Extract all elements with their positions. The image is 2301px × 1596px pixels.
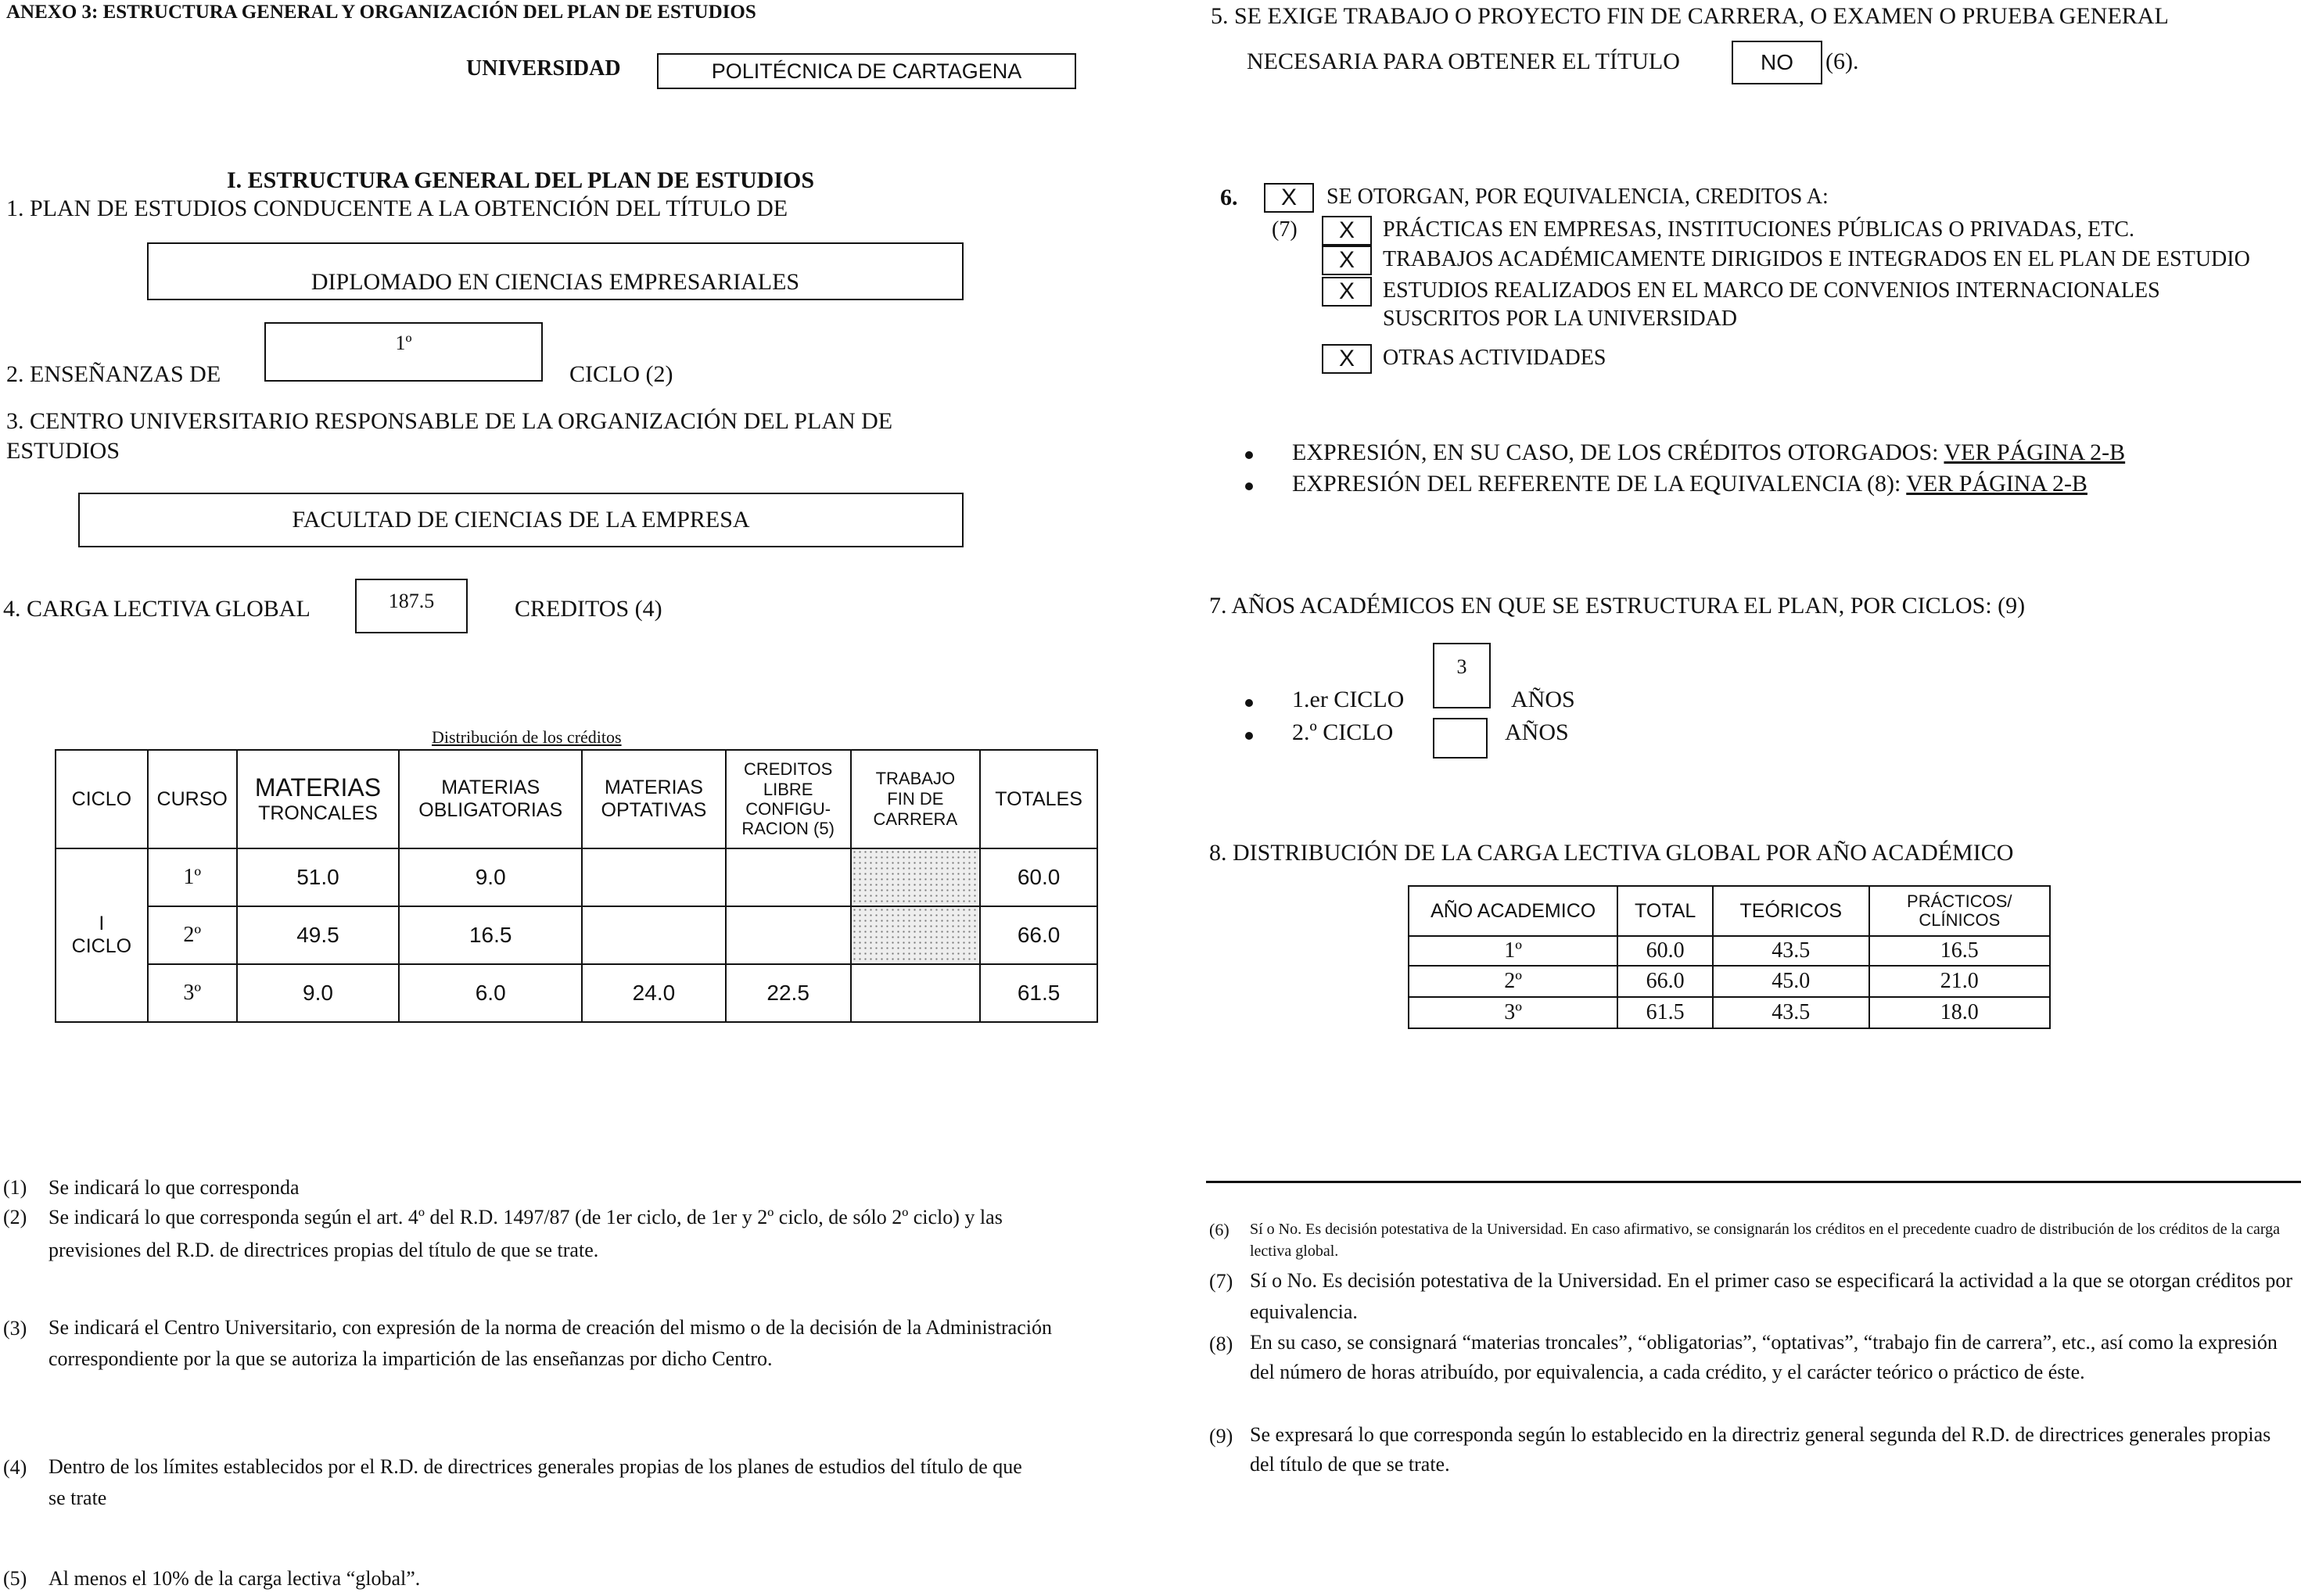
header-ciclo: CICLO [56,750,148,848]
university-field [657,53,1076,89]
header-year: AÑO ACADEMICO [1409,886,1617,936]
cycle1-years-value: 3 [1456,655,1467,678]
cycle1-years-unit: AÑOS [1511,687,1575,712]
cell-libre [726,848,851,906]
equivalence-reference-text: EXPRESIÓN DEL REFERENTE DE LA EQUIVALENCIA (8): [1292,471,1901,497]
degree-field [147,242,964,300]
equivalence-checkbox-1: X [1322,216,1372,246]
footnote-num: (1) [3,1176,27,1199]
footnote-text: Sí o No. Es decisión potestativa de la Universidad. En el primer caso se especificará la actividad a la que se otorgan créditos por equivalencia. [1250,1269,2293,1323]
cell-troncales: 51.0 [237,848,400,906]
equivalence-checkbox-3: X [1322,277,1372,307]
cycle-field [264,322,543,382]
header-troncales-line1: MATERIAS [254,773,382,802]
table-row [1409,936,2050,966]
footnote-text: Al menos el 10% de la carga lectiva “global”. [48,1567,421,1590]
header-trabajo-line1: TRABAJO [875,769,956,788]
cell-totales: 66.0 [980,906,1097,964]
item4-suffix: CREDITOS (4) [515,596,662,622]
section8-title: 8. DISTRIBUCIÓN DE LA CARGA LECTIVA GLOBAL POR AÑO ACADÉMICO [1209,840,2014,866]
header-trabajo-line2: FIN DE [887,789,944,809]
footnote-text: Se indicará el Centro Universitario, con expresión de la norma de creación del mismo o de la decisión de la Administración correspondiente por la que se autoriza la impartición de las enseñanzas por dicho Centro. [48,1316,1052,1370]
cell-total: 60.0 [1617,936,1713,966]
cell-troncales: 49.5 [237,906,400,964]
bullet-icon [1245,732,1253,740]
item4-label: 4. CARGA LECTIVA GLOBAL [3,596,311,622]
footnote-num: (4) [3,1456,27,1479]
header-practicos [1869,886,2050,936]
cell-obligatorias: 9.0 [399,848,582,906]
cell-trabajo [851,964,981,1022]
header-practicos-line2: CLÍNICOS [1919,910,2001,930]
header-trabajo [851,750,981,848]
equivalence-item-4: OTRAS ACTIVIDADES [1383,346,1606,370]
footnote-text: Se indicará lo que corresponda [48,1176,300,1199]
cycle2-label: 2.º CICLO [1292,719,1394,745]
cell-totales: 60.0 [980,848,1097,906]
item2-label: 2. ENSEÑANZAS DE [6,361,221,387]
footnote-9 [1209,1425,2296,1479]
cell-libre: 22.5 [726,964,851,1022]
cell-practicos: 21.0 [1869,966,2050,997]
equivalence-item-1: PRÁCTICAS EN EMPRESAS, INSTITUCIONES PÚBLICAS O PRIVADAS, ETC. [1383,217,2134,242]
equivalence-item-3-line2: SUSCRITOS POR LA UNIVERSIDAD [1383,307,1738,331]
header-practicos-line1: PRÁCTICOS/ [1907,891,2012,911]
section5-line2: NECESARIA PARA OBTENER EL TÍTULO [1247,48,1680,74]
footnote-divider [1206,1181,2301,1183]
footnote-num: (6) [1209,1220,1229,1239]
annex-title: ANEXO 3: ESTRUCTURA GENERAL Y ORGANIZACIÓN DEL PLAN DE ESTUDIOS [6,2,756,23]
header-trabajo-line3: CARRERA [873,809,958,829]
credit-table-caption: Distribución de los créditos [432,727,622,747]
header-optativas-line1: MATERIAS [604,776,703,798]
header-troncales [237,750,400,848]
header-libre-line1: CREDITOS [744,759,833,780]
footnote-4 [3,1456,1043,1514]
footnote-1 [3,1176,1098,1200]
cycle1-label: 1.er CICLO [1292,687,1405,712]
footnote-text: Se expresará lo que corresponda según lo establecido en la directriz general segunda del R.D. de directrices generales propias del título de que se trate. [1250,1423,2271,1476]
cell-practicos: 18.0 [1869,997,2050,1028]
equivalence-reference-link[interactable]: VER PÁGINA 2-B [1906,471,2087,497]
cell-obligatorias: 16.5 [399,906,582,964]
table-row [1409,966,2050,997]
cell-optativas: 24.0 [582,964,726,1022]
cycle2-years-field [1433,718,1488,759]
cycle1-years-field [1433,643,1491,708]
cell-curso: 1º [148,848,237,906]
cell-teoricos: 43.5 [1713,997,1869,1028]
cell-year: 2º [1409,966,1617,997]
cell-ciclo [56,848,148,1022]
section6-title: SE OTORGAN, POR EQUIVALENCIA, CREDITOS A: [1326,185,1829,209]
header-totales: TOTALES [980,750,1097,848]
table-row [56,906,1097,964]
footnote-8 [1209,1332,2296,1387]
footnote-num: (3) [3,1317,27,1340]
footnote-6 [1209,1220,2296,1262]
item3-label-line1: 3. CENTRO UNIVERSITARIO RESPONSABLE DE LA ORGANIZACIÓN DEL PLAN DE [6,408,893,434]
section5-suffix: (6). [1825,48,1859,74]
item1-label: 1. PLAN DE ESTUDIOS CONDUCENTE A LA OBTENCIÓN DEL TÍTULO DE [6,195,788,221]
credit-distribution-table [55,749,1098,1023]
footnote-3 [3,1317,1090,1375]
credits-expression-text: EXPRESIÓN, EN SU CASO, DE LOS CRÉDITOS OTORGADOS: [1292,439,1939,465]
cell-curso: 2º [148,906,237,964]
equivalence-checkbox-4: X [1322,344,1372,374]
cell-year: 3º [1409,997,1617,1028]
total-credits-field [355,579,468,633]
university-value: POLITÉCNICA DE CARTAGENA [711,59,1022,83]
cell-teoricos: 43.5 [1713,936,1869,966]
footnote-num: (8) [1209,1332,1233,1355]
equivalence-item-3: ESTUDIOS REALIZADOS EN EL MARCO DE CONVENIOS INTERNACIONALES [1383,278,2160,303]
header-libre-line2: LIBRE [763,779,813,799]
cell-year: 1º [1409,936,1617,966]
footnote-num: (5) [3,1567,27,1590]
center-field [78,493,964,547]
header-libre-line3: CONFIGU- [745,799,831,819]
cell-troncales: 9.0 [237,964,400,1022]
bullet-icon [1245,451,1253,459]
cell-teoricos: 45.0 [1713,966,1869,997]
cell-trabajo-shaded [851,848,981,906]
footnote-num: (2) [3,1206,27,1228]
header-libre [726,750,851,848]
header-obligatorias [399,750,582,848]
ciclo-line2: CICLO [71,935,132,957]
degree-value: DIPLOMADO EN CIENCIAS EMPRESARIALES [311,269,800,295]
header-obligatorias-line2: OBLIGATORIAS [418,799,563,821]
table-row [1409,997,2050,1028]
yearly-load-table [1408,885,2051,1029]
item2-suffix: CICLO (2) [569,361,673,387]
section6-checkbox: X [1264,183,1314,213]
footnote-5 [3,1567,1098,1591]
cell-optativas [582,906,726,964]
cycle2-years-unit: AÑOS [1505,719,1569,745]
cell-curso: 3º [148,964,237,1022]
equivalence-reference [1292,471,2087,497]
item3-label-line2: ESTUDIOS [6,438,120,464]
footnote-7 [1209,1270,2296,1328]
footnote-text: En su caso, se consignará “materias troncales”, “obligatorias”, “optativas”, “trabajo fin de carrera”, etc., así como la expresión del número de horas atribuído, por equivalencia, a cada crédito, y el carácter teórico o práctico de éste. [1250,1331,2278,1383]
section1-heading: I. ESTRUCTURA GENERAL DEL PLAN DE ESTUDIOS [227,167,815,193]
section7-title: 7. AÑOS ACADÉMICOS EN QUE SE ESTRUCTURA EL PLAN, POR CICLOS: (9) [1209,593,2026,619]
header-curso: CURSO [148,750,237,848]
header-teoricos: TEÓRICOS [1713,886,1869,936]
footnote-2 [3,1206,1090,1267]
cell-libre [726,906,851,964]
section5-value: NO [1761,50,1793,74]
cell-totales: 61.5 [980,964,1097,1022]
ciclo-line1: I [99,913,105,934]
header-optativas-line2: OPTATIVAS [601,799,707,821]
cell-optativas [582,848,726,906]
credit-table-header [56,750,1097,848]
footnote-text: Sí o No. Es decisión potestativa de la Universidad. En caso afirmativo, se consignarán los créditos en el precedente cuadro de distribución de los créditos de la carga lectiva global. [1250,1221,2280,1260]
header-libre-line4: RACION (5) [741,819,835,839]
footnote-num: (7) [1209,1270,1233,1293]
section6-number: 6. [1220,185,1238,210]
header-troncales-line2: TRONCALES [258,802,378,824]
bullet-icon [1245,482,1253,490]
table-row [56,964,1097,1022]
table-row [56,848,1097,906]
header-obligatorias-line1: MATERIAS [441,776,540,798]
footnote-num: (9) [1209,1425,1233,1447]
yearly-table-header [1409,886,2050,936]
cell-obligatorias: 6.0 [399,964,582,1022]
footnote-text: Se indicará lo que corresponda según el art. 4º del R.D. 1497/87 (de 1er ciclo, de 1er y 2º ciclo, de sólo 2º ciclo) y las previsiones del R.D. de directrices propias del título de que se trate. [48,1206,1003,1261]
cell-practicos: 16.5 [1869,936,2050,966]
total-credits-value: 187.5 [388,590,435,612]
equivalence-item-2: TRABAJOS ACADÉMICAMENTE DIRIGIDOS E INTEGRADOS EN EL PLAN DE ESTUDIO [1383,247,2250,271]
equivalence-checkbox-2: X [1322,246,1372,275]
header-total: TOTAL [1617,886,1713,936]
section6-ref: (7) [1272,217,1298,242]
section5-field [1732,41,1822,84]
university-label: UNIVERSIDAD [466,56,621,81]
cell-total: 66.0 [1617,966,1713,997]
footnote-text: Dentro de los límites establecidos por el R.D. de directrices generales propias de los planes de estudios del título de que se trate [48,1455,1022,1509]
cell-trabajo-shaded [851,906,981,964]
cycle-value: 1º [395,332,412,354]
header-optativas [582,750,726,848]
credits-expression-link[interactable]: VER PÁGINA 2-B [1944,439,2126,465]
center-value: FACULTAD DE CIENCIAS DE LA EMPRESA [292,507,750,533]
section5-line1: 5. SE EXIGE TRABAJO O PROYECTO FIN DE CARRERA, O EXAMEN O PRUEBA GENERAL [1211,3,2169,29]
cell-total: 61.5 [1617,997,1713,1028]
bullet-icon [1245,699,1253,707]
credits-expression [1292,439,2125,466]
